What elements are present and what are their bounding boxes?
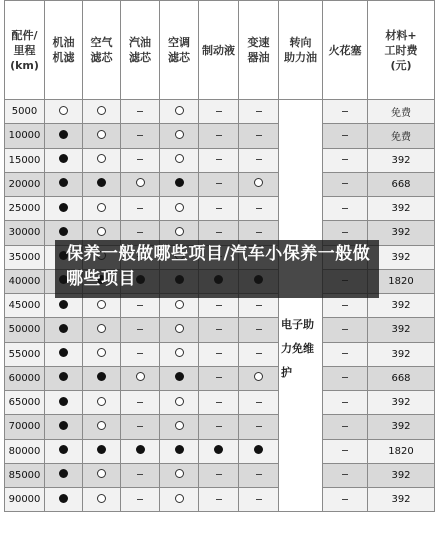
mark-cell bbox=[45, 439, 83, 463]
mileage-cell: 90000 bbox=[5, 488, 45, 512]
mark-cell bbox=[239, 172, 279, 196]
table-row bbox=[5, 366, 435, 390]
column-header-4 bbox=[160, 1, 199, 100]
inspect-ring-icon bbox=[97, 154, 106, 163]
spark-plug-cell bbox=[323, 124, 368, 148]
column-header-line: 空调 bbox=[168, 36, 190, 49]
mark-cell bbox=[199, 148, 239, 172]
mark-cell bbox=[239, 463, 279, 487]
column-header-line: 制动液 bbox=[202, 43, 235, 57]
mark-cell bbox=[83, 100, 121, 124]
mileage-cell: 30000 bbox=[5, 221, 45, 245]
mileage-cell: 50000 bbox=[5, 318, 45, 342]
mark-cell bbox=[199, 463, 239, 487]
inspect-ring-icon bbox=[175, 203, 184, 212]
none-dash-icon bbox=[342, 426, 348, 427]
replace-dot-icon bbox=[59, 494, 68, 503]
column-header-0 bbox=[5, 1, 45, 100]
column-header-line: 工时费 bbox=[384, 43, 418, 57]
mark-cell bbox=[160, 197, 199, 221]
mark-cell bbox=[83, 124, 121, 148]
cost-cell: 392 bbox=[368, 221, 435, 245]
none-dash-icon bbox=[137, 208, 143, 209]
column-header-line: 助力油 bbox=[284, 51, 317, 64]
inspect-ring-icon bbox=[97, 324, 106, 333]
replace-dot-icon bbox=[59, 227, 68, 236]
column-header-line: 滤芯 bbox=[90, 51, 113, 64]
none-dash-icon bbox=[216, 208, 222, 209]
mark-cell bbox=[45, 366, 83, 390]
table-row bbox=[5, 318, 435, 342]
cost-cell: 免费 bbox=[368, 124, 435, 148]
mark-cell bbox=[45, 318, 83, 342]
cost-cell: 免费 bbox=[368, 100, 435, 124]
none-dash-icon bbox=[137, 426, 143, 427]
mark-cell bbox=[121, 463, 160, 487]
mileage-cell: 20000 bbox=[5, 172, 45, 196]
cost-cell: 392 bbox=[368, 197, 435, 221]
table-row bbox=[5, 342, 435, 366]
mark-cell bbox=[199, 391, 239, 415]
mark-cell bbox=[160, 172, 199, 196]
mark-cell bbox=[83, 148, 121, 172]
none-dash-icon bbox=[256, 353, 262, 354]
mark-cell bbox=[83, 172, 121, 196]
cost-cell: 1820 bbox=[368, 269, 435, 293]
mark-cell bbox=[83, 488, 121, 512]
mark-cell bbox=[160, 415, 199, 439]
none-dash-icon bbox=[342, 377, 348, 378]
none-dash-icon bbox=[137, 159, 143, 160]
table-row bbox=[5, 172, 435, 196]
steering-note-line: 电子助 bbox=[281, 318, 314, 331]
none-dash-icon bbox=[216, 159, 222, 160]
mileage-cell: 65000 bbox=[5, 391, 45, 415]
cost-cell: 668 bbox=[368, 366, 435, 390]
mark-cell bbox=[83, 366, 121, 390]
mileage-cell: 85000 bbox=[5, 463, 45, 487]
none-dash-icon bbox=[256, 208, 262, 209]
spark-plug-cell bbox=[323, 415, 368, 439]
table-row bbox=[5, 463, 435, 487]
spark-plug-cell bbox=[323, 391, 368, 415]
column-header-line: 火花塞 bbox=[328, 43, 362, 57]
column-header-line: 材料+ bbox=[385, 28, 417, 42]
mark-cell bbox=[199, 172, 239, 196]
none-dash-icon bbox=[256, 111, 262, 112]
cost-cell: 392 bbox=[368, 463, 435, 487]
none-dash-icon bbox=[342, 232, 348, 233]
none-dash-icon bbox=[256, 329, 262, 330]
mark-cell bbox=[160, 439, 199, 463]
mark-cell bbox=[121, 318, 160, 342]
column-header-line: 滤芯 bbox=[168, 51, 190, 64]
title-banner-text: 保养一般做哪些项目/汽车小保养一般做哪些项目 bbox=[66, 244, 371, 289]
mark-cell bbox=[121, 342, 160, 366]
column-header-line: 空气 bbox=[90, 36, 113, 49]
none-dash-icon bbox=[256, 232, 262, 233]
none-dash-icon bbox=[342, 402, 348, 403]
replace-dot-icon bbox=[136, 445, 145, 454]
column-header-line: 汽油 bbox=[129, 36, 151, 49]
column-header-5 bbox=[199, 1, 239, 100]
mileage-cell: 40000 bbox=[5, 269, 45, 293]
mileage-cell: 80000 bbox=[5, 439, 45, 463]
mark-cell bbox=[83, 342, 121, 366]
cost-cell: 392 bbox=[368, 488, 435, 512]
inspect-ring-icon bbox=[97, 348, 106, 357]
mark-cell bbox=[160, 342, 199, 366]
none-dash-icon bbox=[137, 111, 143, 112]
inspect-ring-icon bbox=[97, 397, 106, 406]
replace-dot-icon bbox=[59, 421, 68, 430]
table-row bbox=[5, 124, 435, 148]
none-dash-icon bbox=[137, 305, 143, 306]
replace-dot-icon bbox=[97, 372, 106, 381]
replace-dot-icon bbox=[59, 324, 68, 333]
table-row bbox=[5, 391, 435, 415]
none-dash-icon bbox=[256, 402, 262, 403]
none-dash-icon bbox=[137, 474, 143, 475]
spark-plug-cell bbox=[323, 100, 368, 124]
none-dash-icon bbox=[216, 135, 222, 136]
replace-dot-icon bbox=[59, 154, 68, 163]
mark-cell bbox=[239, 488, 279, 512]
none-dash-icon bbox=[342, 353, 348, 354]
table-row bbox=[5, 100, 435, 124]
mark-cell bbox=[199, 100, 239, 124]
cost-cell: 1820 bbox=[368, 439, 435, 463]
replace-dot-icon bbox=[59, 445, 68, 454]
inspect-ring-icon bbox=[254, 372, 263, 381]
none-dash-icon bbox=[216, 305, 222, 306]
mark-cell bbox=[121, 488, 160, 512]
mark-cell bbox=[121, 100, 160, 124]
cost-cell: 392 bbox=[368, 391, 435, 415]
inspect-ring-icon bbox=[59, 106, 68, 115]
none-dash-icon bbox=[342, 208, 348, 209]
mark-cell bbox=[199, 366, 239, 390]
none-dash-icon bbox=[342, 329, 348, 330]
cost-cell: 668 bbox=[368, 172, 435, 196]
inspect-ring-icon bbox=[97, 106, 106, 115]
inspect-ring-icon bbox=[136, 372, 145, 381]
mark-cell bbox=[160, 463, 199, 487]
mark-cell bbox=[160, 100, 199, 124]
mark-cell bbox=[121, 366, 160, 390]
spark-plug-cell bbox=[323, 318, 368, 342]
table-body bbox=[5, 100, 435, 512]
inspect-ring-icon bbox=[175, 348, 184, 357]
replace-dot-icon bbox=[59, 372, 68, 381]
cost-cell: 392 bbox=[368, 245, 435, 269]
mark-cell bbox=[121, 172, 160, 196]
none-dash-icon bbox=[342, 450, 348, 451]
mark-cell bbox=[45, 124, 83, 148]
none-dash-icon bbox=[342, 474, 348, 475]
none-dash-icon bbox=[256, 159, 262, 160]
none-dash-icon bbox=[216, 183, 222, 184]
mark-cell bbox=[160, 124, 199, 148]
none-dash-icon bbox=[342, 159, 348, 160]
none-dash-icon bbox=[216, 111, 222, 112]
mark-cell bbox=[199, 415, 239, 439]
table-row bbox=[5, 197, 435, 221]
replace-dot-icon bbox=[59, 130, 68, 139]
spark-plug-cell bbox=[323, 148, 368, 172]
none-dash-icon bbox=[137, 135, 143, 136]
inspect-ring-icon bbox=[97, 203, 106, 212]
replace-dot-icon bbox=[254, 445, 263, 454]
mark-cell bbox=[199, 124, 239, 148]
mark-cell bbox=[45, 100, 83, 124]
column-header-line: 器油 bbox=[247, 51, 270, 64]
replace-dot-icon bbox=[175, 178, 184, 187]
inspect-ring-icon bbox=[97, 130, 106, 139]
mileage-cell: 35000 bbox=[5, 245, 45, 269]
mark-cell bbox=[45, 172, 83, 196]
none-dash-icon bbox=[137, 232, 143, 233]
inspect-ring-icon bbox=[175, 421, 184, 430]
replace-dot-icon bbox=[97, 445, 106, 454]
mark-cell bbox=[160, 366, 199, 390]
column-header-line: 转向 bbox=[289, 36, 312, 49]
mark-cell bbox=[45, 415, 83, 439]
column-header-line: 里程 bbox=[13, 43, 36, 57]
mileage-cell: 55000 bbox=[5, 342, 45, 366]
replace-dot-icon bbox=[175, 372, 184, 381]
mileage-cell: 15000 bbox=[5, 148, 45, 172]
mark-cell bbox=[121, 197, 160, 221]
mark-cell bbox=[83, 463, 121, 487]
inspect-ring-icon bbox=[136, 178, 145, 187]
inspect-ring-icon bbox=[97, 227, 106, 236]
none-dash-icon bbox=[137, 499, 143, 500]
column-header-3 bbox=[121, 1, 160, 100]
mark-cell bbox=[45, 391, 83, 415]
mileage-cell: 25000 bbox=[5, 197, 45, 221]
mark-cell bbox=[160, 318, 199, 342]
replace-dot-icon bbox=[59, 178, 68, 187]
inspect-ring-icon bbox=[97, 300, 106, 309]
spark-plug-cell bbox=[323, 488, 368, 512]
mark-cell bbox=[160, 488, 199, 512]
mark-cell bbox=[160, 148, 199, 172]
replace-dot-icon bbox=[59, 203, 68, 212]
none-dash-icon bbox=[137, 329, 143, 330]
spark-plug-cell bbox=[323, 366, 368, 390]
none-dash-icon bbox=[342, 183, 348, 184]
mark-cell bbox=[199, 488, 239, 512]
none-dash-icon bbox=[256, 135, 262, 136]
column-header-line: 变速 bbox=[247, 36, 270, 49]
column-header-2 bbox=[83, 1, 121, 100]
mark-cell bbox=[83, 318, 121, 342]
none-dash-icon bbox=[256, 426, 262, 427]
mark-cell bbox=[45, 197, 83, 221]
mark-cell bbox=[121, 124, 160, 148]
mileage-cell: 60000 bbox=[5, 366, 45, 390]
mark-cell bbox=[239, 148, 279, 172]
column-header-line: 滤芯 bbox=[129, 51, 151, 64]
column-header-1 bbox=[45, 1, 83, 100]
none-dash-icon bbox=[256, 305, 262, 306]
inspect-ring-icon bbox=[97, 421, 106, 430]
mark-cell bbox=[239, 366, 279, 390]
mark-cell bbox=[83, 415, 121, 439]
mark-cell bbox=[121, 391, 160, 415]
replace-dot-icon bbox=[59, 469, 68, 478]
spark-plug-cell bbox=[323, 439, 368, 463]
mark-cell bbox=[239, 415, 279, 439]
mark-cell bbox=[239, 124, 279, 148]
mark-cell bbox=[83, 391, 121, 415]
mileage-cell: 5000 bbox=[5, 100, 45, 124]
column-header-9 bbox=[368, 1, 435, 100]
inspect-ring-icon bbox=[175, 227, 184, 236]
none-dash-icon bbox=[137, 402, 143, 403]
mark-cell bbox=[45, 342, 83, 366]
mileage-cell: 10000 bbox=[5, 124, 45, 148]
steering-note bbox=[281, 313, 321, 385]
none-dash-icon bbox=[342, 499, 348, 500]
spark-plug-cell bbox=[323, 342, 368, 366]
steering-note-line: 护 bbox=[281, 366, 292, 379]
mileage-cell: 70000 bbox=[5, 415, 45, 439]
none-dash-icon bbox=[216, 402, 222, 403]
mark-cell bbox=[199, 439, 239, 463]
mark-cell bbox=[45, 488, 83, 512]
replace-dot-icon bbox=[59, 397, 68, 406]
inspect-ring-icon bbox=[175, 154, 184, 163]
none-dash-icon bbox=[342, 111, 348, 112]
mark-cell bbox=[160, 391, 199, 415]
mark-cell bbox=[83, 439, 121, 463]
none-dash-icon bbox=[216, 232, 222, 233]
cost-cell: 392 bbox=[368, 415, 435, 439]
mark-cell bbox=[239, 197, 279, 221]
none-dash-icon bbox=[137, 353, 143, 354]
inspect-ring-icon bbox=[175, 106, 184, 115]
inspect-ring-icon bbox=[175, 397, 184, 406]
replace-dot-icon bbox=[97, 178, 106, 187]
table-header-row bbox=[5, 1, 435, 100]
none-dash-icon bbox=[216, 329, 222, 330]
replace-dot-icon bbox=[59, 300, 68, 309]
mark-cell bbox=[121, 148, 160, 172]
inspect-ring-icon bbox=[97, 469, 106, 478]
mark-cell bbox=[45, 148, 83, 172]
mark-cell bbox=[199, 197, 239, 221]
none-dash-icon bbox=[216, 377, 222, 378]
column-header-line: (元) bbox=[390, 58, 412, 72]
inspect-ring-icon bbox=[175, 494, 184, 503]
mark-cell bbox=[199, 342, 239, 366]
cost-cell: 392 bbox=[368, 342, 435, 366]
none-dash-icon bbox=[216, 474, 222, 475]
steering-fluid-column bbox=[279, 100, 323, 512]
mark-cell bbox=[239, 439, 279, 463]
mark-cell bbox=[83, 197, 121, 221]
column-header-line: 机油 bbox=[52, 36, 75, 49]
mark-cell bbox=[239, 391, 279, 415]
mark-cell bbox=[239, 342, 279, 366]
mileage-cell: 45000 bbox=[5, 294, 45, 318]
none-dash-icon bbox=[216, 426, 222, 427]
replace-dot-icon bbox=[175, 445, 184, 454]
table-row bbox=[5, 439, 435, 463]
spark-plug-cell bbox=[323, 197, 368, 221]
mark-cell bbox=[121, 415, 160, 439]
cost-cell: 392 bbox=[368, 318, 435, 342]
replace-dot-icon bbox=[214, 445, 223, 454]
mark-cell bbox=[45, 463, 83, 487]
inspect-ring-icon bbox=[175, 469, 184, 478]
steering-note-line: 力免维 bbox=[281, 342, 314, 355]
column-header-8 bbox=[323, 1, 368, 100]
spark-plug-cell bbox=[323, 463, 368, 487]
none-dash-icon bbox=[342, 135, 348, 136]
column-header-6 bbox=[239, 1, 279, 100]
column-header-line: 机滤 bbox=[52, 51, 75, 64]
mark-cell bbox=[239, 318, 279, 342]
mark-cell bbox=[199, 318, 239, 342]
inspect-ring-icon bbox=[254, 178, 263, 187]
inspect-ring-icon bbox=[97, 494, 106, 503]
table-row bbox=[5, 488, 435, 512]
mark-cell bbox=[121, 439, 160, 463]
cost-cell: 392 bbox=[368, 148, 435, 172]
table-row bbox=[5, 148, 435, 172]
none-dash-icon bbox=[216, 353, 222, 354]
inspect-ring-icon bbox=[175, 300, 184, 309]
none-dash-icon bbox=[216, 499, 222, 500]
none-dash-icon bbox=[342, 305, 348, 306]
none-dash-icon bbox=[256, 499, 262, 500]
table-row bbox=[5, 415, 435, 439]
cost-cell: 392 bbox=[368, 294, 435, 318]
column-header-7 bbox=[279, 1, 323, 100]
spark-plug-cell bbox=[323, 172, 368, 196]
mark-cell bbox=[239, 100, 279, 124]
column-header-line: 配件/ bbox=[11, 28, 38, 42]
none-dash-icon bbox=[256, 474, 262, 475]
inspect-ring-icon bbox=[175, 130, 184, 139]
inspect-ring-icon bbox=[175, 324, 184, 333]
column-header-line: (km) bbox=[10, 58, 39, 72]
replace-dot-icon bbox=[59, 348, 68, 357]
